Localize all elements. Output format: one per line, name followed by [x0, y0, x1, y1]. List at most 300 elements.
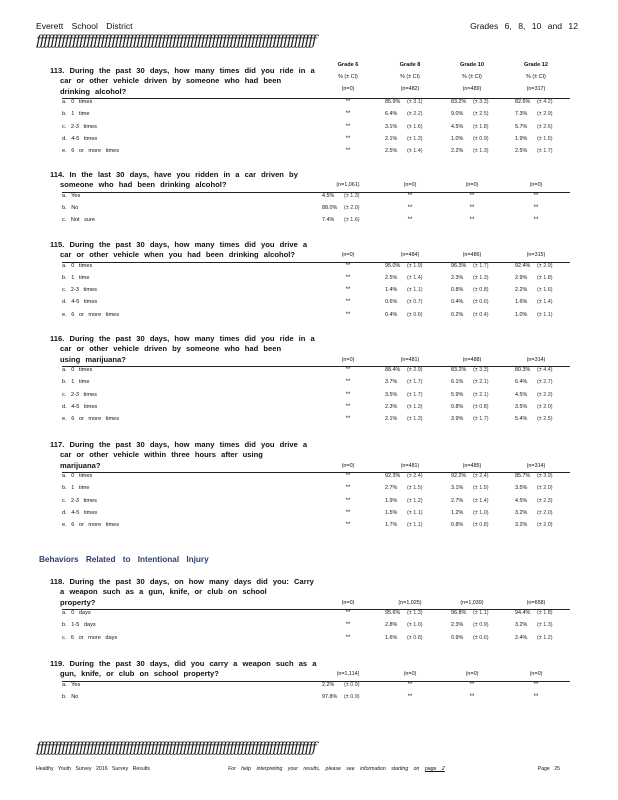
- sample-size: (n=314): [526, 462, 546, 469]
- confidence-interval: (± 0.6): [473, 299, 489, 306]
- confidence-interval: (± 1.1): [473, 610, 489, 617]
- confidence-interval: (± 1.3): [473, 275, 489, 281]
- confidence-interval: (± 0.4): [473, 311, 489, 318]
- confidence-interval: (± 2.9): [537, 111, 553, 118]
- confidence-interval: (± 2.0): [344, 205, 360, 211]
- answer-option: a. Yes: [62, 681, 81, 688]
- sample-size: (n=1,114): [336, 671, 360, 678]
- confidence-interval: (± 1.6): [407, 123, 423, 130]
- percent-value: 2.7%: [451, 497, 464, 504]
- confidence-interval: (± 1.5): [407, 485, 423, 492]
- column-header-2: [382, 62, 438, 81]
- value-cell: [451, 124, 489, 130]
- confidence-interval: (± 2.9): [407, 367, 423, 374]
- percent-value: 2.5%: [385, 275, 398, 281]
- percent-value: 1.4%: [385, 287, 398, 294]
- percent-value: 2.1%: [385, 135, 398, 142]
- value-cell: [385, 275, 423, 281]
- sample-size: (n=486): [462, 252, 482, 259]
- percent-value: 4.5%: [515, 391, 528, 398]
- suppressed-value: **: [345, 262, 351, 269]
- value-cell: [322, 694, 360, 700]
- suppressed-value: **: [345, 287, 351, 294]
- value-cell: [451, 275, 489, 281]
- question-line: gun, knife, or club on school property?: [60, 669, 219, 679]
- confidence-interval: (± 2.4): [407, 473, 423, 480]
- value-cell: [515, 404, 553, 410]
- footer-help-text: For help interpreting your results, please see information starting on: [228, 766, 420, 772]
- value-cell: [515, 498, 553, 504]
- confidence-interval: (± 1.3): [407, 403, 423, 410]
- suppressed-value: **: [533, 192, 539, 199]
- percent-value: 0.4%: [451, 299, 464, 306]
- sample-size: (n=1,025): [398, 599, 422, 606]
- suppressed-value: **: [345, 99, 351, 106]
- value-cell: [322, 193, 360, 199]
- question-line: drinking alcohol?: [60, 86, 127, 96]
- sample-size: (n=0): [465, 182, 479, 189]
- value-cell: [451, 312, 489, 318]
- confidence-interval: (± 0.8): [473, 403, 489, 410]
- percent-value: 2.2%: [515, 287, 528, 294]
- header-underline: [62, 192, 570, 193]
- pct-ci-label: % (± CI): [462, 74, 482, 81]
- percent-value: 2.7%: [385, 485, 398, 492]
- percent-value: 2.3%: [451, 622, 464, 629]
- question-line: using marijuana?: [60, 354, 126, 364]
- suppressed-value: **: [533, 217, 539, 224]
- sample-size: (n=485): [462, 462, 482, 469]
- grade-label: Grade 10: [460, 62, 484, 68]
- confidence-interval: (± 1.8): [537, 610, 553, 617]
- question-text: [50, 66, 315, 97]
- confidence-interval: (± 1.3): [407, 416, 423, 422]
- value-cell: [385, 379, 423, 385]
- percent-value: 92.3%: [385, 473, 401, 480]
- sample-size: (n=315): [526, 252, 546, 259]
- suppressed-value: **: [345, 379, 351, 386]
- pct-ci-label: % (± CI): [400, 74, 420, 81]
- confidence-interval: (± 1.7): [407, 379, 423, 386]
- sample-size: (n=0): [529, 182, 543, 189]
- percent-value: 4.5%: [322, 192, 335, 199]
- question-line: car or other vehicle driven by someone who had been: [60, 344, 282, 354]
- answer-option: e. 6 or more times: [62, 311, 120, 318]
- top-rule: ƒƒƒƒƒƒƒƒƒƒƒƒƒƒƒƒƒƒƒƒƒƒƒƒƒƒƒƒƒƒƒƒƒƒƒƒƒƒƒƒƒƒƒƒƒƒƒƒƒƒƒƒƒƒƒƒƒƒƒƒƒƒƒƒƒƒƒƒƒƒƒƒƒƒƒƒƒƒ: [36, 33, 316, 49]
- sample-size: (n=489): [462, 85, 482, 92]
- value-cell: [451, 498, 489, 504]
- confidence-interval: (± 1.7): [473, 416, 489, 422]
- percent-value: 1.0%: [451, 135, 464, 142]
- suppressed-value: **: [345, 311, 351, 318]
- sample-size: (n=488): [462, 356, 482, 363]
- sample-size: (n=482): [400, 85, 420, 92]
- question-line: property?: [60, 597, 96, 607]
- confidence-interval: (± 0.9): [473, 135, 489, 142]
- percent-value: 96.3%: [451, 262, 467, 269]
- grade-label: Grade 8: [399, 62, 421, 68]
- value-cell: [451, 392, 489, 398]
- question-line: a weapon such as a gun, knife, or club on school: [60, 587, 267, 597]
- answer-option: b. No: [62, 694, 79, 700]
- question-text: [50, 659, 316, 680]
- percent-value: 3.9%: [451, 416, 464, 422]
- value-cell: [385, 124, 423, 130]
- sample-size: (n=314): [526, 356, 546, 363]
- answer-option: b. 1 time: [62, 275, 90, 281]
- question-text: [50, 334, 315, 365]
- value-cell: [385, 287, 423, 293]
- confidence-interval: (± 0.8): [473, 522, 489, 528]
- suppressed-value: **: [345, 391, 351, 398]
- confidence-interval: (± 2.5): [537, 416, 553, 422]
- percent-value: 97.8%: [322, 694, 338, 700]
- column-header-1: [320, 62, 376, 81]
- suppressed-value: **: [407, 681, 413, 688]
- header-underline: [62, 366, 570, 367]
- answer-option: c. 2-3 times: [62, 391, 97, 398]
- question-line: 117. During the past 30 days, how many times did you drive a: [50, 440, 308, 449]
- confidence-interval: (± 2.0): [537, 403, 553, 410]
- confidence-interval: (± 1.8): [537, 275, 553, 281]
- percent-value: 1.2%: [451, 509, 464, 516]
- value-cell: [515, 473, 553, 479]
- confidence-interval: (± 1.3): [537, 622, 553, 629]
- answer-option: a. 0 times: [62, 99, 93, 106]
- value-cell: [451, 299, 489, 305]
- confidence-interval: (± 1.4): [473, 497, 489, 504]
- value-cell: [515, 275, 553, 281]
- percent-value: 85.9%: [385, 99, 401, 106]
- value-cell: [451, 522, 489, 528]
- confidence-interval: (± 2.6): [537, 123, 553, 130]
- percent-value: 95.6%: [385, 610, 401, 617]
- value-cell: [385, 485, 423, 491]
- grade-label: Grade 12: [524, 62, 548, 68]
- suppressed-value: **: [345, 416, 351, 422]
- value-cell: [385, 299, 423, 305]
- confidence-interval: (± 2.5): [473, 111, 489, 118]
- sample-size: (n=0): [403, 182, 417, 189]
- confidence-interval: (± 0.9): [344, 681, 360, 688]
- value-cell: [515, 392, 553, 398]
- district-name: Everett School District: [36, 21, 133, 31]
- percent-value: 4.5%: [451, 123, 464, 130]
- value-cell: [451, 416, 489, 422]
- value-cell: [322, 205, 360, 211]
- value-cell: [451, 635, 489, 641]
- value-cell: [515, 416, 553, 422]
- value-cell: [385, 99, 423, 105]
- answer-option: b. 1 time: [62, 485, 90, 492]
- sample-size: (n=0): [341, 599, 355, 606]
- sample-size: (n=481): [400, 462, 420, 469]
- suppressed-value: **: [345, 509, 351, 516]
- value-cell: [385, 404, 423, 410]
- suppressed-value: **: [345, 634, 351, 641]
- answer-option: a. 0 days: [62, 610, 91, 617]
- confidence-interval: (± 0.9): [473, 622, 489, 629]
- percent-value: 3.2%: [515, 509, 528, 516]
- sample-size: (n=481): [400, 356, 420, 363]
- suppressed-value: **: [407, 205, 413, 211]
- confidence-interval: (± 1.5): [537, 135, 553, 142]
- confidence-interval: (± 1.7): [407, 391, 423, 398]
- value-cell: [385, 312, 423, 318]
- percent-value: 1.9%: [385, 497, 398, 504]
- answer-option: b. No: [62, 205, 79, 211]
- header-underline: [62, 609, 570, 610]
- confidence-interval: (± 3.1): [407, 99, 423, 106]
- confidence-interval: (± 1.6): [344, 217, 360, 224]
- column-header-3: [444, 62, 500, 81]
- confidence-interval: (± 1.1): [537, 311, 553, 318]
- answer-option: c. Not sure: [62, 217, 96, 224]
- answer-option: a. 0 times: [62, 367, 93, 374]
- percent-value: 0.2%: [451, 311, 464, 318]
- confidence-interval: (± 2.2): [407, 111, 423, 118]
- percent-value: 6.4%: [385, 111, 398, 118]
- value-cell: [385, 136, 423, 142]
- question-line: 119. During the past 30 days, did you carry a weapon such as a: [50, 659, 317, 668]
- value-cell: [451, 379, 489, 385]
- percent-value: 2.4%: [515, 634, 528, 641]
- percent-value: 3.5%: [385, 391, 398, 398]
- value-cell: [451, 510, 489, 516]
- percent-value: 1.0%: [515, 311, 528, 318]
- sample-size: (n=0): [465, 671, 479, 678]
- percent-value: 0.6%: [385, 299, 398, 306]
- header-underline: [62, 262, 570, 263]
- answer-option: a. 0 times: [62, 262, 93, 269]
- value-cell: [322, 682, 360, 688]
- confidence-interval: (± 1.0): [407, 622, 423, 629]
- percent-value: 3.2%: [515, 522, 528, 528]
- question-line: 116. During the past 30 days, how many times did you ride in a: [50, 334, 315, 343]
- percent-value: 88.4%: [385, 367, 401, 374]
- percent-value: 6.4%: [515, 379, 528, 386]
- suppressed-value: **: [407, 694, 413, 700]
- bottom-rule: ƒƒƒƒƒƒƒƒƒƒƒƒƒƒƒƒƒƒƒƒƒƒƒƒƒƒƒƒƒƒƒƒƒƒƒƒƒƒƒƒƒƒƒƒƒƒƒƒƒƒƒƒƒƒƒƒƒƒƒƒƒƒƒƒƒƒƒƒƒƒƒƒƒƒƒƒƒƒ: [36, 740, 316, 756]
- sample-size: (n=484): [400, 252, 420, 259]
- percent-value: 2.5%: [515, 148, 528, 154]
- confidence-interval: (± 2.0): [537, 509, 553, 516]
- suppressed-value: **: [345, 403, 351, 410]
- suppressed-value: **: [533, 694, 539, 700]
- confidence-interval: (± 2.3): [537, 391, 553, 398]
- percent-value: 92.4%: [515, 262, 531, 269]
- question-text: [50, 577, 314, 608]
- percent-value: 83.2%: [451, 367, 467, 374]
- suppressed-value: **: [345, 275, 351, 281]
- confidence-interval: (± 1.1): [407, 522, 423, 528]
- value-cell: [515, 312, 553, 318]
- answer-option: d. 4-5 times: [62, 135, 98, 142]
- pct-ci-label: % (± CI): [338, 74, 358, 81]
- question-line: car or other vehicle when you had been drinking alcohol?: [60, 250, 296, 260]
- percent-value: 3.1%: [385, 123, 398, 130]
- header-underline: [62, 98, 570, 99]
- value-cell: [385, 498, 423, 504]
- sample-size: (n=0): [341, 85, 355, 92]
- confidence-interval: (± 1.1): [407, 509, 423, 516]
- answer-option: e. 6 or more times: [62, 416, 120, 422]
- percent-value: 83.2%: [451, 99, 467, 106]
- confidence-interval: (± 2.0): [537, 522, 553, 528]
- value-cell: [515, 148, 553, 154]
- section-title: Behaviors Related to Intentional Injury: [39, 555, 209, 564]
- question-line: car or other vehicle driven by someone who had been: [60, 76, 282, 86]
- value-cell: [451, 99, 489, 105]
- confidence-interval: (± 1.3): [407, 610, 423, 617]
- percent-value: 2.5%: [385, 148, 398, 154]
- percent-value: 7.3%: [515, 111, 528, 118]
- answer-option: e. 6 or more times: [62, 148, 120, 154]
- footer-help: [228, 766, 445, 772]
- value-cell: [385, 635, 423, 641]
- percent-value: 88.0%: [322, 205, 338, 211]
- question-line: 113. During the past 30 days, how many times did you ride in a: [50, 66, 315, 75]
- value-cell: [451, 473, 489, 479]
- header-underline: [62, 681, 570, 682]
- value-cell: [515, 136, 553, 142]
- suppressed-value: **: [469, 217, 475, 224]
- suppressed-value: **: [345, 485, 351, 492]
- value-cell: [515, 287, 553, 293]
- confidence-interval: (± 1.4): [407, 275, 423, 281]
- suppressed-value: **: [345, 367, 351, 374]
- answer-option: d. 4-5 times: [62, 299, 98, 306]
- suppressed-value: **: [469, 681, 475, 688]
- percent-value: 0.9%: [451, 634, 464, 641]
- suppressed-value: **: [345, 111, 351, 118]
- value-cell: [515, 124, 553, 130]
- value-cell: [385, 610, 423, 616]
- answer-option: c. 6 or more days: [62, 634, 118, 641]
- confidence-interval: (± 1.4): [407, 148, 423, 154]
- sample-size: (n=0): [341, 462, 355, 469]
- suppressed-value: **: [345, 610, 351, 617]
- percent-value: 2.9%: [515, 275, 528, 281]
- answer-option: e. 6 or more times: [62, 522, 120, 528]
- question-line: car or other vehicle within three hours after using: [60, 450, 263, 460]
- confidence-interval: (± 1.6): [537, 287, 553, 294]
- percent-value: 4.5%: [515, 497, 528, 504]
- percent-value: 0.8%: [451, 522, 464, 528]
- pct-ci-label: % (± CI): [526, 74, 546, 81]
- sample-size: (n=1,039): [460, 599, 484, 606]
- value-cell: [385, 392, 423, 398]
- confidence-interval: (± 1.2): [407, 497, 423, 504]
- value-cell: [515, 610, 553, 616]
- percent-value: 3.7%: [385, 379, 398, 386]
- confidence-interval: (± 2.0): [537, 485, 553, 492]
- value-cell: [451, 367, 489, 373]
- value-cell: [515, 522, 553, 528]
- confidence-interval: (± 2.3): [537, 497, 553, 504]
- confidence-interval: (± 0.9): [344, 694, 360, 700]
- percent-value: 1.6%: [515, 299, 528, 306]
- value-cell: [385, 263, 423, 269]
- percent-value: 95.0%: [385, 262, 401, 269]
- value-cell: [515, 111, 553, 117]
- answer-option: a. 0 times: [62, 473, 93, 480]
- value-cell: [515, 635, 553, 641]
- value-cell: [451, 404, 489, 410]
- value-cell: [515, 299, 553, 305]
- answer-option: b. 1 time: [62, 111, 90, 118]
- percent-value: 2.8%: [385, 622, 398, 629]
- value-cell: [322, 217, 360, 223]
- percent-value: 82.6%: [515, 99, 531, 106]
- percent-value: 1.6%: [385, 634, 398, 641]
- confidence-interval: (± 1.7): [537, 148, 553, 154]
- value-cell: [451, 610, 489, 616]
- confidence-interval: (± 1.1): [407, 287, 423, 294]
- suppressed-value: **: [533, 681, 539, 688]
- answer-option: a. Yes: [62, 192, 81, 199]
- suppressed-value: **: [469, 192, 475, 199]
- column-header-4: [508, 62, 564, 81]
- confidence-interval: (± 2.1): [473, 391, 489, 398]
- suppressed-value: **: [345, 497, 351, 504]
- percent-value: 0.8%: [451, 287, 464, 294]
- value-cell: [385, 148, 423, 154]
- confidence-interval: (± 1.3): [407, 135, 423, 142]
- percent-value: 96.8%: [451, 610, 467, 617]
- value-cell: [385, 416, 423, 422]
- percent-value: 6.1%: [451, 379, 464, 386]
- percent-value: 2.3%: [385, 403, 398, 410]
- confidence-interval: (± 1.7): [473, 262, 489, 269]
- confidence-interval: (± 1.2): [537, 634, 553, 641]
- value-cell: [385, 522, 423, 528]
- value-cell: [515, 379, 553, 385]
- value-cell: [515, 367, 553, 373]
- percent-value: 5.9%: [451, 391, 464, 398]
- confidence-interval: (± 1.3): [344, 192, 360, 199]
- confidence-interval: (± 3.9): [537, 473, 553, 480]
- suppressed-value: **: [533, 205, 539, 211]
- confidence-interval: (± 1.9): [407, 262, 423, 269]
- value-cell: [515, 263, 553, 269]
- sample-size: (n=0): [529, 671, 543, 678]
- question-line: marijuana?: [60, 460, 101, 470]
- value-cell: [385, 473, 423, 479]
- suppressed-value: **: [469, 205, 475, 211]
- value-cell: [385, 367, 423, 373]
- question-line: 118. During the past 30 days, on how many days did you: Carry: [50, 577, 314, 586]
- percent-value: 1.5%: [385, 509, 398, 516]
- question-line: 114. In the last 30 days, have you ridden in a car driven by: [50, 170, 298, 179]
- value-cell: [451, 622, 489, 628]
- value-cell: [515, 510, 553, 516]
- percent-value: 5.7%: [515, 123, 528, 130]
- confidence-interval: (± 2.9): [537, 262, 553, 269]
- confidence-interval: (± 1.4): [537, 299, 553, 306]
- question-text: [50, 170, 298, 191]
- confidence-interval: (± 0.7): [407, 299, 423, 306]
- suppressed-value: **: [345, 622, 351, 629]
- confidence-interval: (± 2.4): [473, 473, 489, 480]
- confidence-interval: (± 0.8): [407, 634, 423, 641]
- percent-value: 9.0%: [451, 111, 464, 118]
- footer-page-link[interactable]: page 2: [424, 766, 445, 772]
- percent-value: 0.8%: [451, 403, 464, 410]
- percent-value: 1.7%: [385, 522, 398, 528]
- suppressed-value: **: [407, 192, 413, 199]
- answer-option: d. 4-5 times: [62, 509, 98, 516]
